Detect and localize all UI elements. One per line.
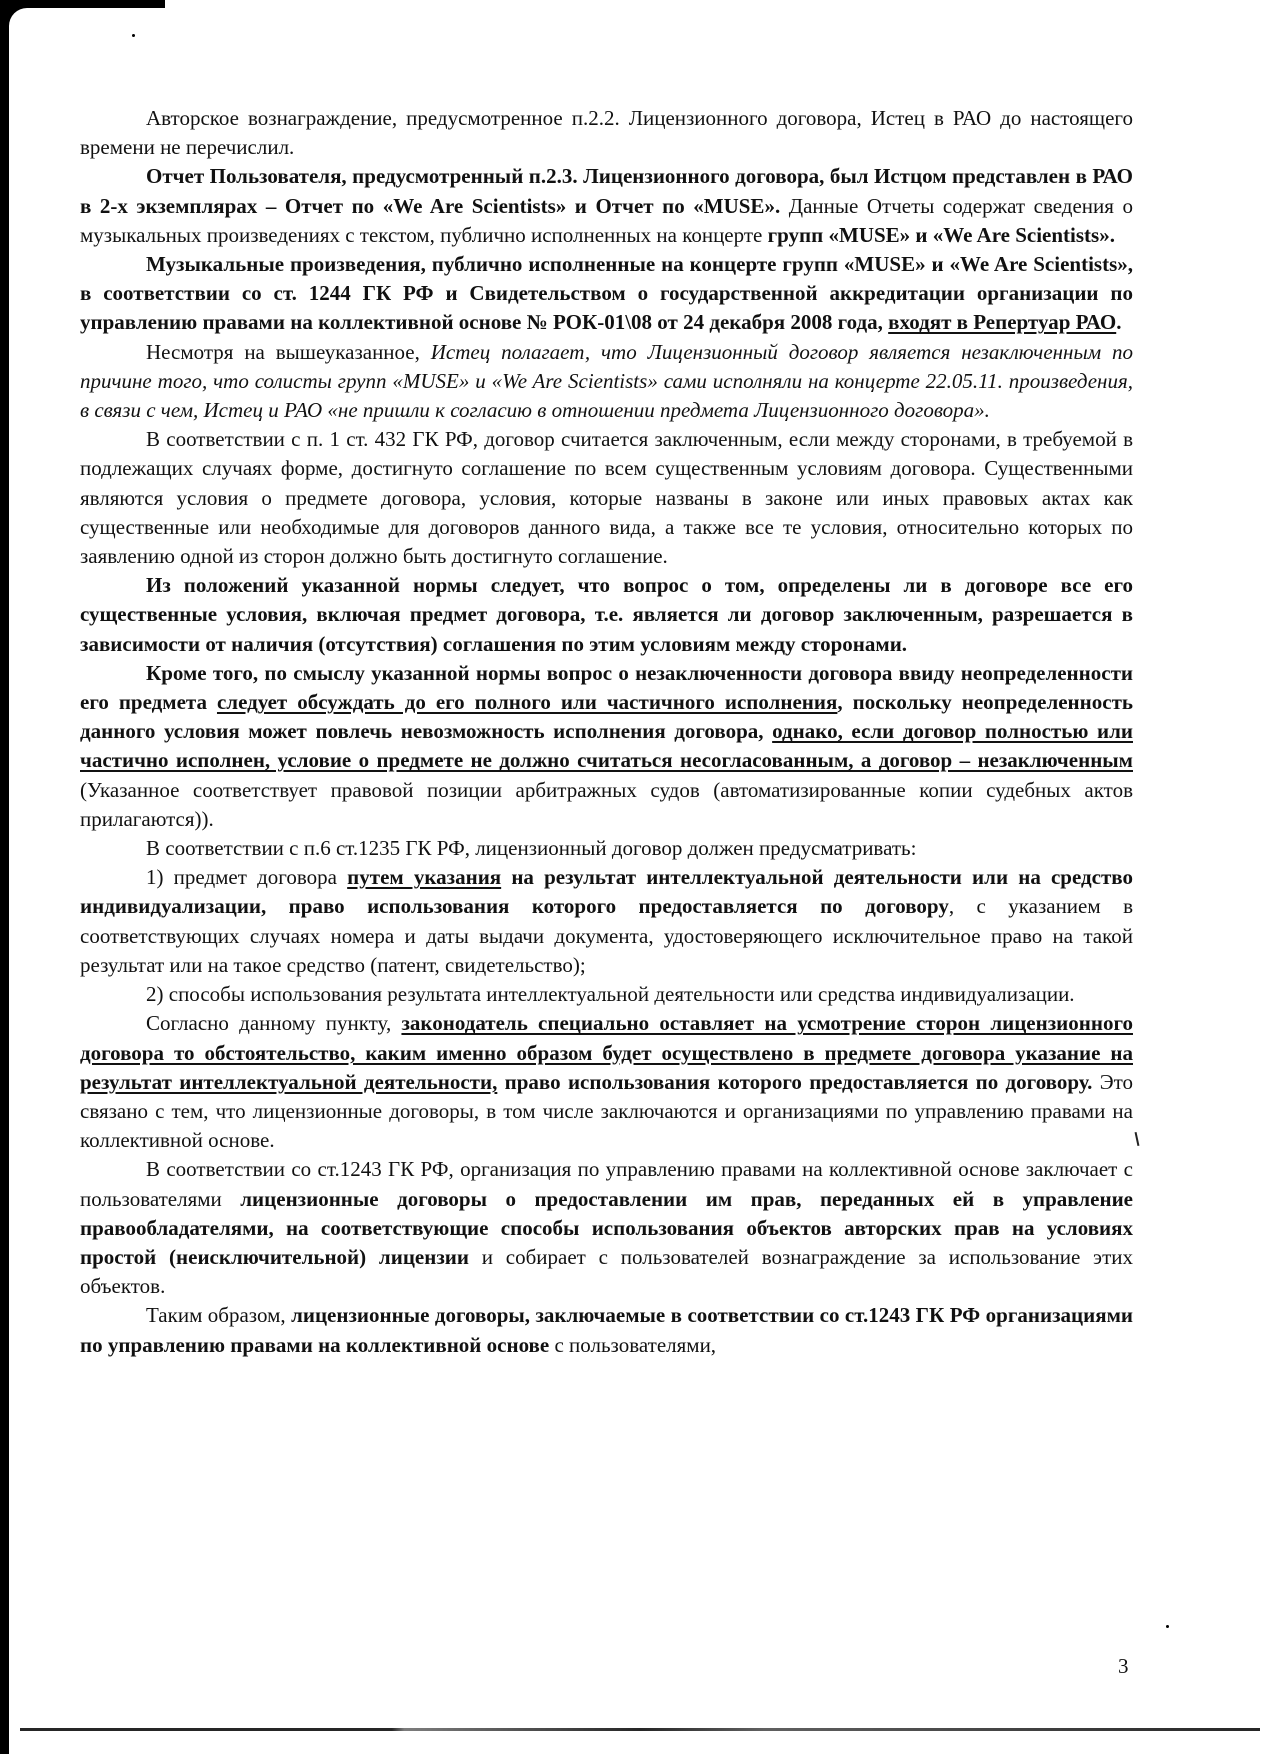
text-segment: 1) предмет договора	[146, 865, 348, 890]
paragraph	[80, 162, 1133, 250]
paragraph	[80, 1301, 1133, 1359]
underlined-bold-text: следует обсуждать до его полного или частичного исполнения	[216, 690, 838, 715]
text-segment: Это связано с тем, что лицензионные договоры, в том числе заключаются и организациями по управлению правами на коллективной основе.	[80, 1069, 1134, 1153]
scan-mark	[1135, 1132, 1140, 1146]
scan-speck	[1166, 1625, 1169, 1628]
bold-text: на результат интеллектуальной деятельности или на средство индивидуализации, право использования которого предоставляется по договору	[80, 865, 1133, 919]
italic-text: Истец полагает, что Лицензионный договор является незаключенным по причине того, что солисты групп «MUSE» и «We Are Scientists» сами исполняли на концерте 22.05.11. произведения, в связи с чем, Истец и РАО «не пришли к согласию в отношении предмета Лицензионного договора».	[80, 339, 1133, 423]
bold-text: Кроме того, по смыслу указанной нормы вопрос о незаключенности договора ввиду неопределенности его предмета	[80, 660, 1133, 715]
text-segment: Авторское вознаграждение, предусмотренное п.2.2. Лицензионного договора, Истец в РАО до настоящего времени не перечислил.	[80, 106, 1133, 160]
paragraph	[80, 425, 1133, 571]
text-segment: Согласно данному пункту,	[146, 1011, 402, 1036]
text-segment: с пользователями,	[549, 1332, 717, 1357]
text-segment: Таким образом,	[146, 1303, 292, 1328]
paragraph	[80, 1009, 1133, 1155]
bold-text: Отчет Пользователя, предусмотренный п.2.3. Лицензионного договора, был Истцом представлен в РАО в 2-х экземплярах – Отчет по «We Are Scientists» и Отчет по «MUSE».	[80, 164, 1133, 218]
text-segment: и собирает с пользователей вознаграждение за использование этих объектов.	[80, 1244, 1133, 1299]
text-segment: Данные Отчеты содержат сведения о музыкальных произведениях с текстом, публично исполненных на концерте	[80, 193, 1133, 247]
paragraph	[80, 104, 1133, 162]
underlined-bold-text: путем указания	[347, 865, 502, 890]
bold-text: лицензионные договоры о предоставлении им прав, переданных ей в управление правообладателями, на соответствующие способы использования объектов авторских прав на условиях простой (неисключительной) лицензии	[80, 1186, 1133, 1269]
text-segment: 2) способы использования результата интеллектуальной деятельности или средства индивидуализации.	[146, 982, 1075, 1007]
scan-border-bottom	[20, 1728, 1260, 1731]
scan-border-top	[0, 0, 165, 8]
paragraph	[80, 863, 1133, 980]
scan-border-corner	[9, 8, 29, 28]
paragraph	[80, 571, 1133, 659]
bold-text: .	[1116, 310, 1122, 335]
text-segment: В соответствии с п.6 ст.1235 ГК РФ, лицензионный договор должен предусматривать:	[146, 836, 917, 861]
text-segment: (Указанное соответствует правовой позиции арбитражных судов (автоматизированные копии судебных актов прилагаются)).	[80, 777, 1133, 831]
paragraph	[80, 980, 1133, 1009]
text-segment: , с указанием в соответствующих случаях номера и даты выдачи документа, удостоверяющего исключительное право на такой результат или на такое средство (патент, свидетельство);	[80, 894, 1133, 977]
paragraph	[80, 834, 1133, 863]
bold-text: , поскольку неопределенность данного условия может повлечь невозможность исполнения договора,	[80, 690, 1133, 744]
underlined-bold-text: однако, если договор полностью или частично исполнен, условие о предмете не должно считаться несогласованным, а договор – незаключенным	[80, 719, 1133, 773]
bold-text: право использования которого предоставляется по договору.	[497, 1069, 1093, 1094]
scan-border-left	[0, 0, 9, 1754]
text-segment: В соответствии с п. 1 ст. 432 ГК РФ, договор считается заключенным, если между сторонами, в требуемой в подлежащих случаях форме, достигнуто соглашение по всем существенным условиям договора. Существенными являются условия о предмете договора, условия, которые названы в законе или иных правовых актах как существенные или необходимые для договоров данного вида, а также все те условия, относительно которых по заявлению одной из сторон должно быть достигнуто соглашение.	[80, 427, 1133, 569]
paragraph	[80, 659, 1133, 834]
bold-text: групп «MUSE» и «We Are Scientists».	[767, 222, 1115, 247]
scan-speck	[132, 34, 135, 37]
document-page	[80, 104, 1133, 1360]
paragraph	[80, 338, 1133, 426]
underlined-bold-text: входят в Репертуар РАО	[888, 310, 1117, 335]
paragraph	[80, 1155, 1133, 1301]
paragraph	[80, 250, 1133, 338]
text-segment: В соответствии со ст.1243 ГК РФ, организация по управлению правами на коллективной основе заключает с пользователями	[80, 1157, 1133, 1211]
bold-text: Музыкальные произведения, публично исполненные на концерте групп «MUSE» и «We Are Scientists», в соответствии со ст. 1244 ГК РФ и Свидетельством о государственной аккредитации организации по управлению правами на коллективной основе № РОК-01\08 от 24 декабря 2008 года,	[80, 252, 1133, 335]
text-segment: Несмотря на вышеуказанное,	[146, 339, 431, 364]
bold-text: Из положений указанной нормы следует, что вопрос о том, определены ли в договоре все его существенные условия, включая предмет договора, т.е. является ли договор заключенным, разрешается в зависимости от наличия (отсутствия) соглашения по этим условиям между сторонами.	[80, 573, 1133, 656]
bold-text: лицензионные договоры, заключаемые в соответствии со ст.1243 ГК РФ организациями по управлению правами на коллективной основе	[80, 1303, 1133, 1357]
page-number: 3	[1118, 1654, 1129, 1678]
underlined-bold-text: законодатель специально оставляет на усмотрение сторон лицензионного договора то обстоятельство, каким именно образом будет осуществлено в предмете договора указание на результат интеллектуальной деятельности,	[80, 1011, 1133, 1094]
